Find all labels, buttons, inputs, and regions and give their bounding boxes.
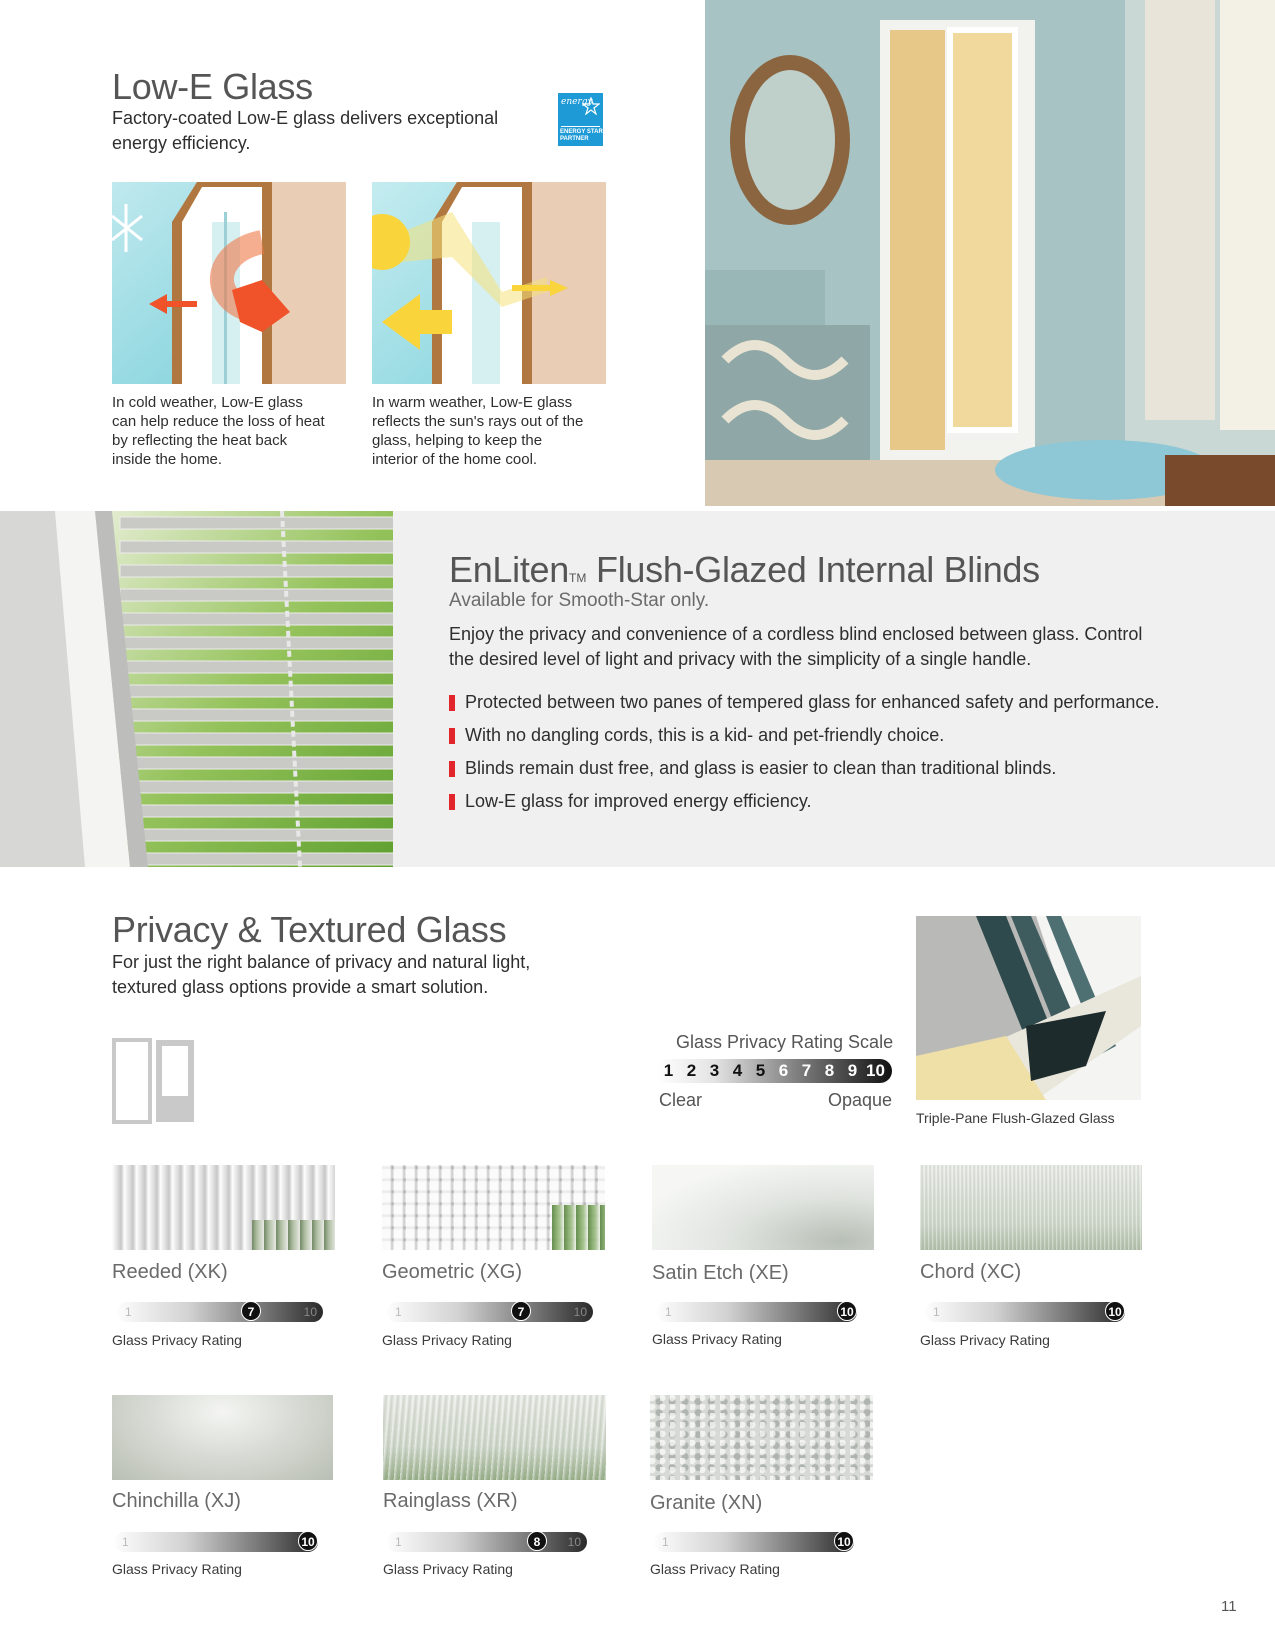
blinds-bullet: With no dangling cords, this is a kid- and pet-friendly choice. bbox=[449, 725, 1189, 747]
glass-rating-caption: Glass Privacy Rating bbox=[920, 1332, 1050, 1348]
privacy-rating-bar: 1 10 bbox=[925, 1302, 1125, 1322]
privacy-scale-title: Glass Privacy Rating Scale bbox=[676, 1032, 894, 1052]
scale-opaque-label: Opaque bbox=[828, 1090, 893, 1110]
glass-name: Chinchilla (XJ) bbox=[112, 1490, 241, 1512]
privacy-rating-bar: 1 10 bbox=[114, 1532, 318, 1552]
scale-number: 8 bbox=[824, 1061, 835, 1080]
scale-number: 2 bbox=[686, 1061, 697, 1080]
energy-star-partner-text: ENERGY STAR PARTNER bbox=[560, 129, 603, 142]
scale-clear-label: Clear bbox=[659, 1090, 703, 1110]
rating-marker: 7 bbox=[241, 1301, 261, 1321]
blinds-bullet: Protected between two panes of tempered glass for enhanced safety and performance. bbox=[449, 692, 1189, 714]
glass-name: Reeded (XK) bbox=[112, 1261, 228, 1283]
glass-rating-caption: Glass Privacy Rating bbox=[112, 1332, 242, 1348]
scale-number: 10 bbox=[866, 1061, 885, 1080]
scale-number: 6 bbox=[778, 1061, 789, 1080]
triple-pane-photo bbox=[916, 916, 1141, 1100]
energy-star-logo-word: energy bbox=[561, 97, 593, 107]
scale-number: 5 bbox=[755, 1061, 766, 1080]
glass-rating-caption: Glass Privacy Rating bbox=[382, 1332, 512, 1348]
scale-number: 7 bbox=[801, 1061, 812, 1080]
satin-etch-glass-swatch bbox=[652, 1165, 874, 1250]
rating-marker: 10 bbox=[298, 1531, 318, 1551]
room-door-photo bbox=[705, 0, 1275, 506]
scale-number: 1 bbox=[663, 1061, 674, 1080]
glass-name: Satin Etch (XE) bbox=[652, 1262, 789, 1284]
chinchilla-glass-swatch bbox=[112, 1395, 333, 1480]
rating-marker: 10 bbox=[837, 1301, 857, 1321]
glass-rating-caption: Glass Privacy Rating bbox=[112, 1561, 242, 1577]
low-e-lead: Factory-coated Low-E glass delivers exceptional energy efficiency. bbox=[112, 108, 499, 153]
granite-glass-swatch bbox=[650, 1395, 873, 1480]
glass-rating-caption: Glass Privacy Rating bbox=[383, 1561, 513, 1577]
glass-name: Chord (XC) bbox=[920, 1261, 1022, 1283]
rainglass-glass-swatch bbox=[383, 1395, 606, 1480]
scale-number: 4 bbox=[732, 1061, 743, 1080]
privacy-rating-bar: 1 10 8 bbox=[387, 1532, 587, 1552]
warm-weather-caption: In warm weather, Low-E glass reflects the sun's rays out of the glass, helping to keep the interior of the home cool. bbox=[372, 394, 584, 468]
blinds-bullet: Blinds remain dust free, and glass is easier to clean than traditional blinds. bbox=[449, 758, 1189, 780]
glass-rating-caption: Glass Privacy Rating bbox=[652, 1331, 782, 1347]
privacy-rating-bar: 1 10 7 bbox=[117, 1302, 323, 1322]
rating-marker: 10 bbox=[834, 1531, 854, 1551]
rating-marker: 7 bbox=[511, 1301, 531, 1321]
blinds-subtitle: Available for Smooth-Star only. bbox=[449, 590, 710, 611]
glass-name: Geometric (XG) bbox=[382, 1261, 523, 1283]
privacy-rating-bar: 1 10 bbox=[657, 1302, 857, 1322]
rating-marker: 10 bbox=[1105, 1301, 1125, 1321]
privacy-lead: For just the right balance of privacy and natural light, textured glass options provide a smart solution. bbox=[112, 952, 531, 997]
geometric-glass-swatch bbox=[382, 1165, 605, 1250]
privacy-scale-bar bbox=[656, 1059, 892, 1083]
triple-pane-caption: Triple-Pane Flush-Glazed Glass bbox=[916, 1110, 1115, 1126]
glass-rating-caption: Glass Privacy Rating bbox=[650, 1561, 780, 1577]
star-icon bbox=[582, 97, 600, 115]
scale-number: 3 bbox=[709, 1061, 720, 1080]
rating-marker: 8 bbox=[527, 1531, 547, 1551]
blinds-bullet: Low-E glass for improved energy efficiency. bbox=[449, 791, 1189, 813]
blinds-body: Enjoy the privacy and convenience of a cordless blind enclosed between glass. Control the desired level of light and privacy with the simplicity of a single handle. bbox=[449, 624, 1143, 669]
cold-weather-diagram bbox=[112, 182, 346, 384]
reeded-glass-swatch bbox=[112, 1165, 335, 1250]
low-e-title: Low-E Glass bbox=[112, 66, 313, 107]
warm-weather-diagram bbox=[372, 182, 606, 384]
scale-number: 9 bbox=[847, 1061, 858, 1080]
glass-name: Rainglass (XR) bbox=[383, 1490, 518, 1512]
internal-blinds-photo bbox=[0, 511, 393, 867]
privacy-rating-bar: 1 10 7 bbox=[387, 1302, 593, 1322]
door-glass-icon bbox=[112, 1038, 196, 1124]
glass-name: Granite (XN) bbox=[650, 1492, 763, 1514]
energy-star-badge bbox=[558, 93, 603, 146]
cold-weather-caption: In cold weather, Low-E glass can help reduce the loss of heat by reflecting the heat back inside the home. bbox=[112, 394, 325, 468]
chord-glass-swatch bbox=[920, 1165, 1142, 1250]
blinds-title: EnLitenTM Flush-Glazed Internal Blinds bbox=[449, 549, 1040, 590]
page-number: 11 bbox=[1221, 1598, 1237, 1615]
privacy-rating-bar: 1 10 bbox=[654, 1532, 854, 1552]
privacy-title: Privacy & Textured Glass bbox=[112, 909, 507, 950]
